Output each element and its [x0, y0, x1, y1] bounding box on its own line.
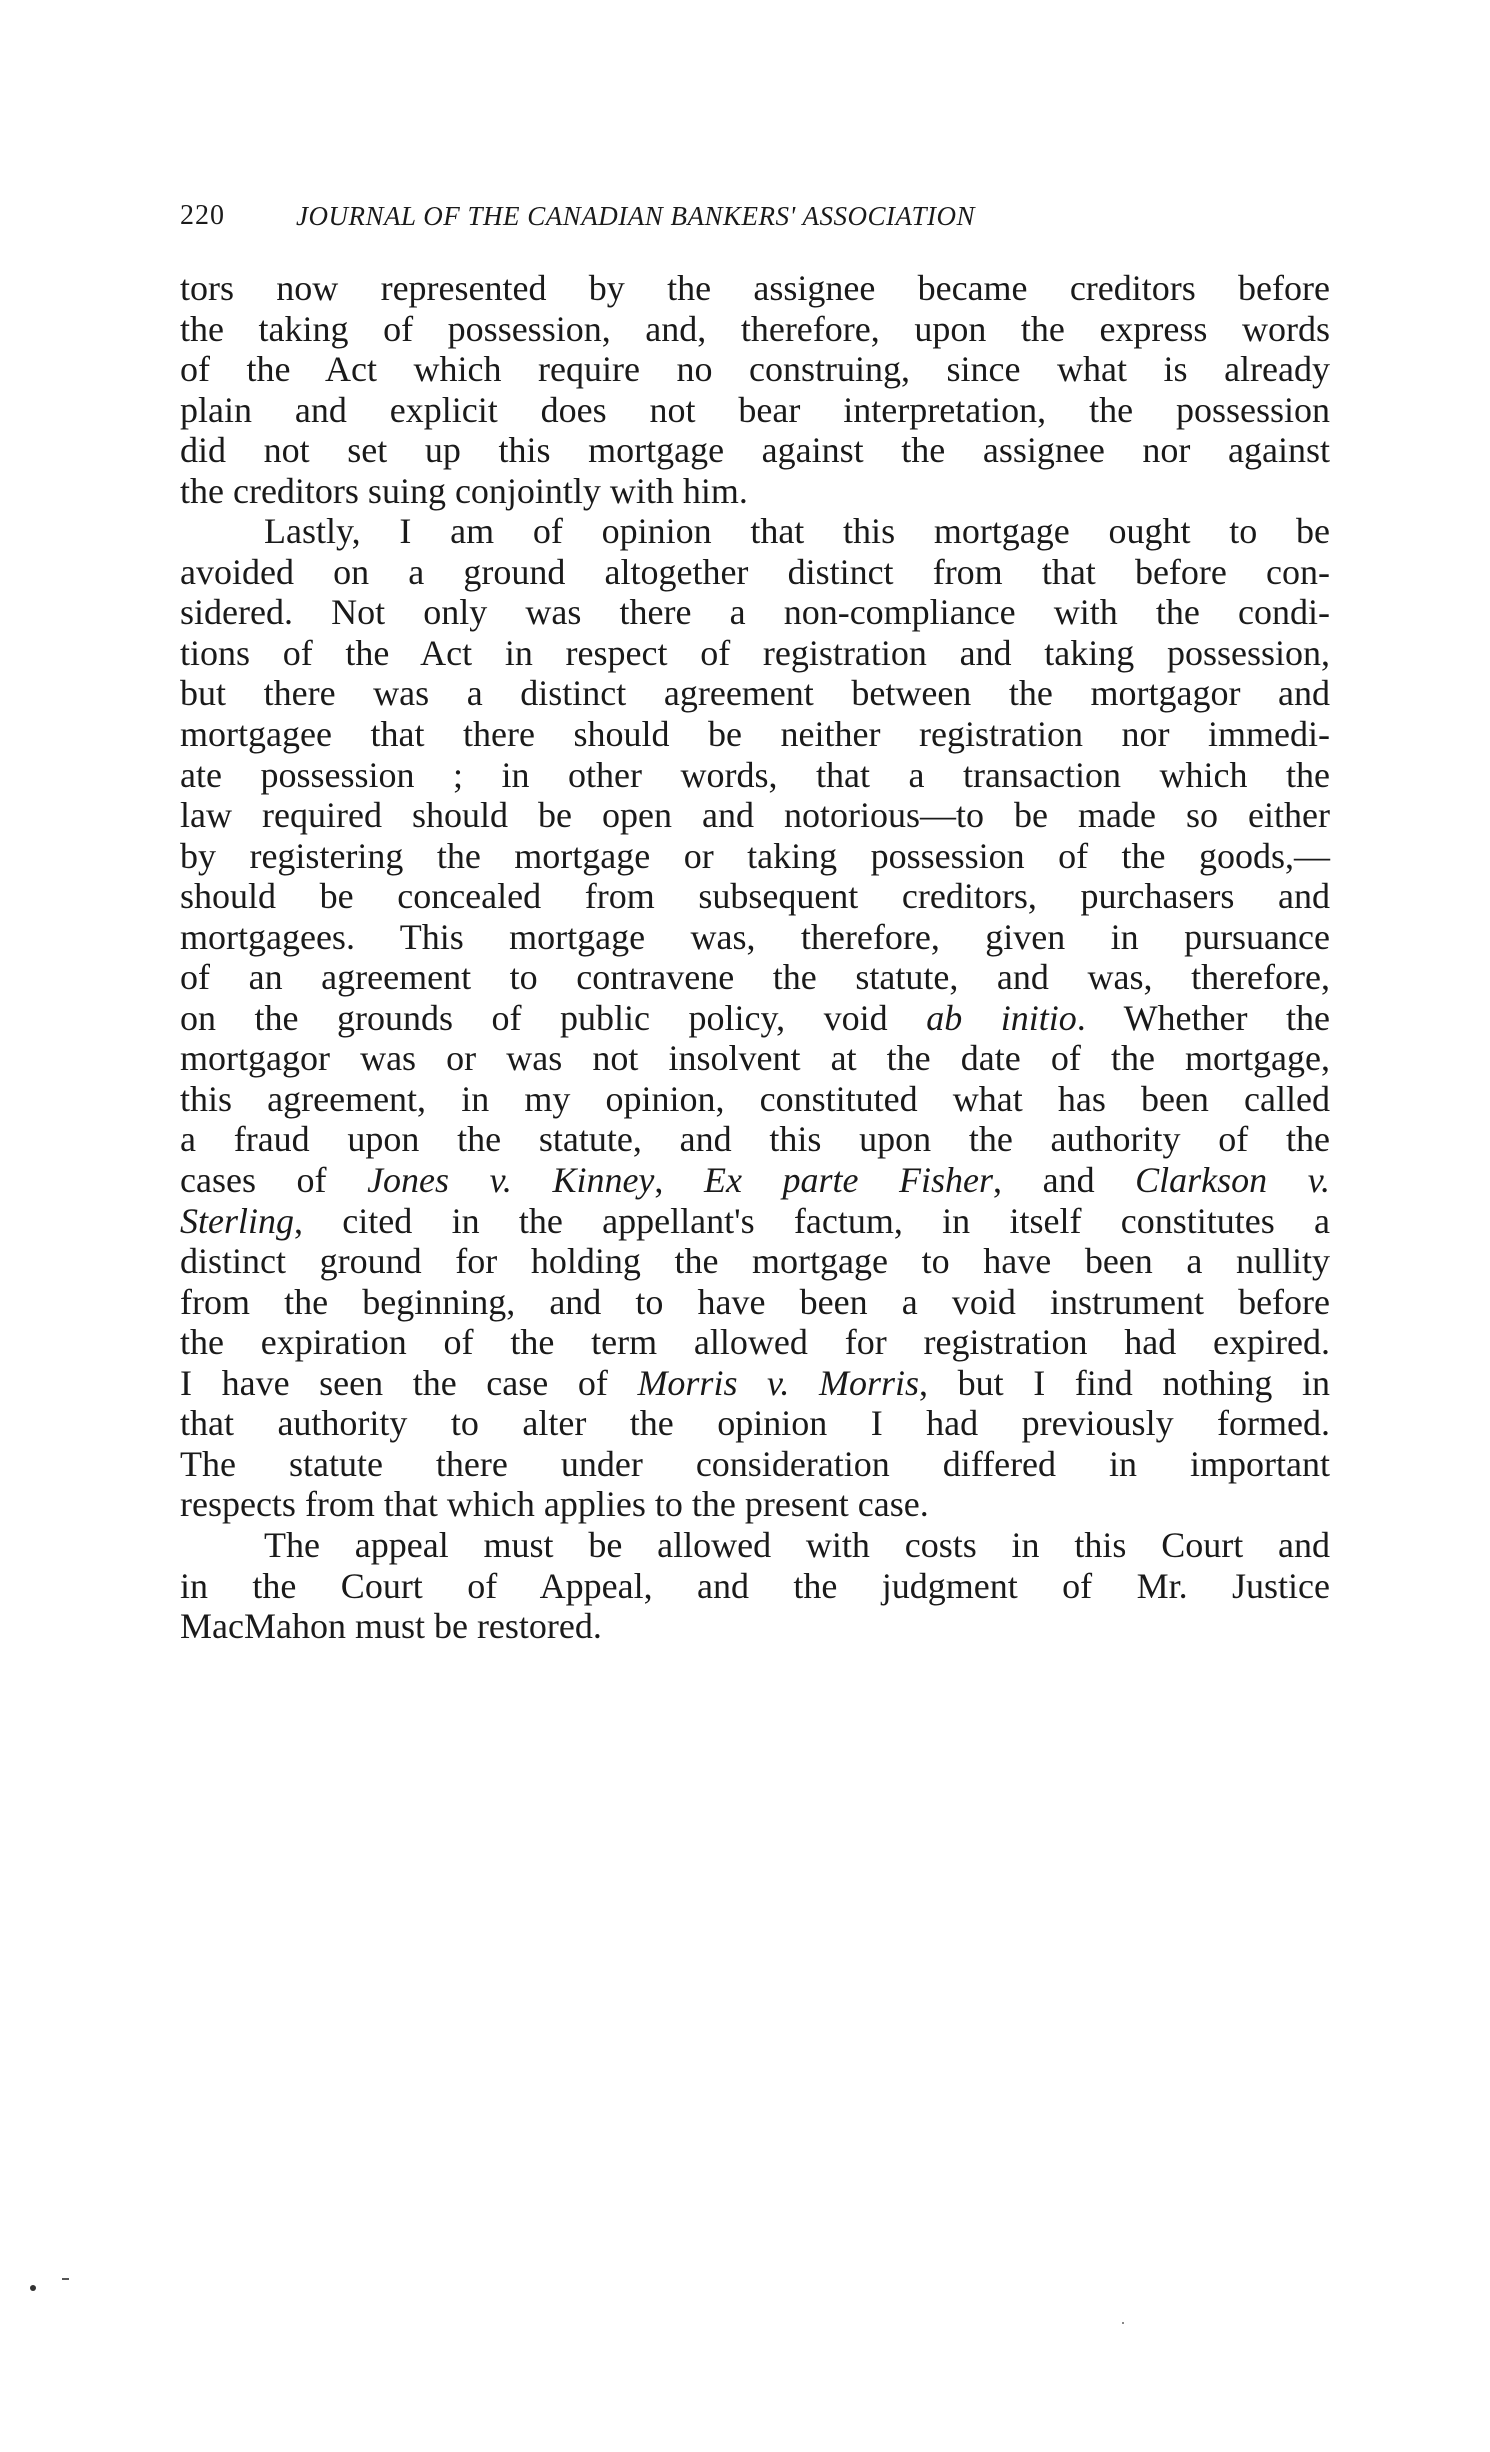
text-line: Lastly, I am of opinion that this mortgage ought to be — [264, 511, 1330, 552]
text-run: , but I find nothing in — [919, 1362, 1330, 1403]
journal-title: JOURNAL OF THE CANADIAN BANKERS' ASSOCIATION — [296, 201, 976, 231]
text-run: cases of — [180, 1160, 368, 1201]
text-line: MacMahon must be restored. — [180, 1606, 602, 1647]
text-line: the creditors suing conjointly with him. — [180, 470, 748, 511]
text-line: distinct ground for holding the mortgage to have been a nullity — [180, 1241, 1330, 1282]
text-run: , and — [993, 1160, 1136, 1201]
text-line: a fraud upon the statute, and this upon the authority of the — [180, 1119, 1330, 1160]
case-citation: Jones v. Kinney — [367, 1160, 655, 1201]
case-citation: Clarkson v. — [1135, 1160, 1331, 1201]
text-line: but there was a distinct agreement between the mortgagor and — [180, 673, 1330, 714]
scan-speck — [1122, 2322, 1124, 2324]
text-line: tions of the Act in respect of registration and taking possession, — [180, 632, 1330, 673]
text-line: sidered. Not only was there a non-compliance with the condi- — [180, 592, 1330, 633]
text-line: The appeal must be allowed with costs in this Court and — [264, 1524, 1330, 1565]
text-run: on the grounds of public policy, void — [180, 997, 927, 1038]
text-run: , — [654, 1160, 704, 1201]
text-line: ate possession ; in other words, that a transaction which the — [180, 754, 1330, 795]
text-line: that authority to alter the opinion I had previously formed. — [180, 1403, 1330, 1444]
text-line: from the beginning, and to have been a void instrument before — [180, 1281, 1330, 1322]
text-run: , cited in the appellant's factum, in itself constitutes a — [294, 1200, 1330, 1241]
running-head — [180, 196, 1330, 236]
text-line: in the Court of Appeal, and the judgment of Mr. Justice — [180, 1565, 1330, 1606]
text-line: of an agreement to contravene the statute, and was, therefore, — [180, 957, 1330, 998]
text-line: the taking of possession, and, therefore, upon the express words — [180, 308, 1330, 349]
scan-speck — [62, 2278, 69, 2280]
text-line: law required should be open and notorious—to be made so either — [180, 795, 1330, 836]
case-citation: Sterling — [180, 1200, 294, 1241]
text-line: should be concealed from subsequent creditors, purchasers and — [180, 876, 1330, 917]
text-line: of the Act which require no construing, since what is already — [180, 349, 1330, 390]
text-line: tors now represented by the assignee became creditors before — [180, 268, 1330, 308]
text-line: mortgagees. This mortgage was, therefore, given in pursuance — [180, 916, 1330, 957]
body-text — [180, 268, 1330, 1647]
text-line — [180, 1363, 1330, 1404]
text-line: the expiration of the term allowed for registration had expired. — [180, 1322, 1330, 1363]
scan-speck — [30, 2285, 36, 2291]
page-number: 220 — [180, 200, 225, 231]
text-line: did not set up this mortgage against the assignee nor against — [180, 430, 1330, 471]
text-run: . Whether the — [1076, 997, 1330, 1038]
text-line: The statute there under consideration differed in important — [180, 1443, 1330, 1484]
text-line: mortgagor was or was not insolvent at the date of the mortgage, — [180, 1038, 1330, 1079]
text-line: mortgagee that there should be neither registration nor immedi- — [180, 714, 1330, 755]
text-line — [180, 998, 1330, 1039]
text-run: I have seen the case of — [180, 1362, 638, 1403]
text-line: respects from that which applies to the present case. — [180, 1484, 929, 1525]
text-line: by registering the mortgage or taking possession of the goods,— — [180, 835, 1330, 876]
text-line: plain and explicit does not bear interpretation, the possession — [180, 389, 1330, 430]
text-line — [180, 1160, 1330, 1201]
text-line: avoided on a ground altogether distinct from that before con- — [180, 551, 1330, 592]
case-citation: Ex parte Fisher — [703, 1160, 994, 1201]
case-citation: Morris v. Morris — [637, 1362, 919, 1403]
text-line: this agreement, in my opinion, constituted what has been called — [180, 1078, 1330, 1119]
text-line — [180, 1201, 1330, 1242]
italic-term: ab initio — [926, 997, 1077, 1038]
